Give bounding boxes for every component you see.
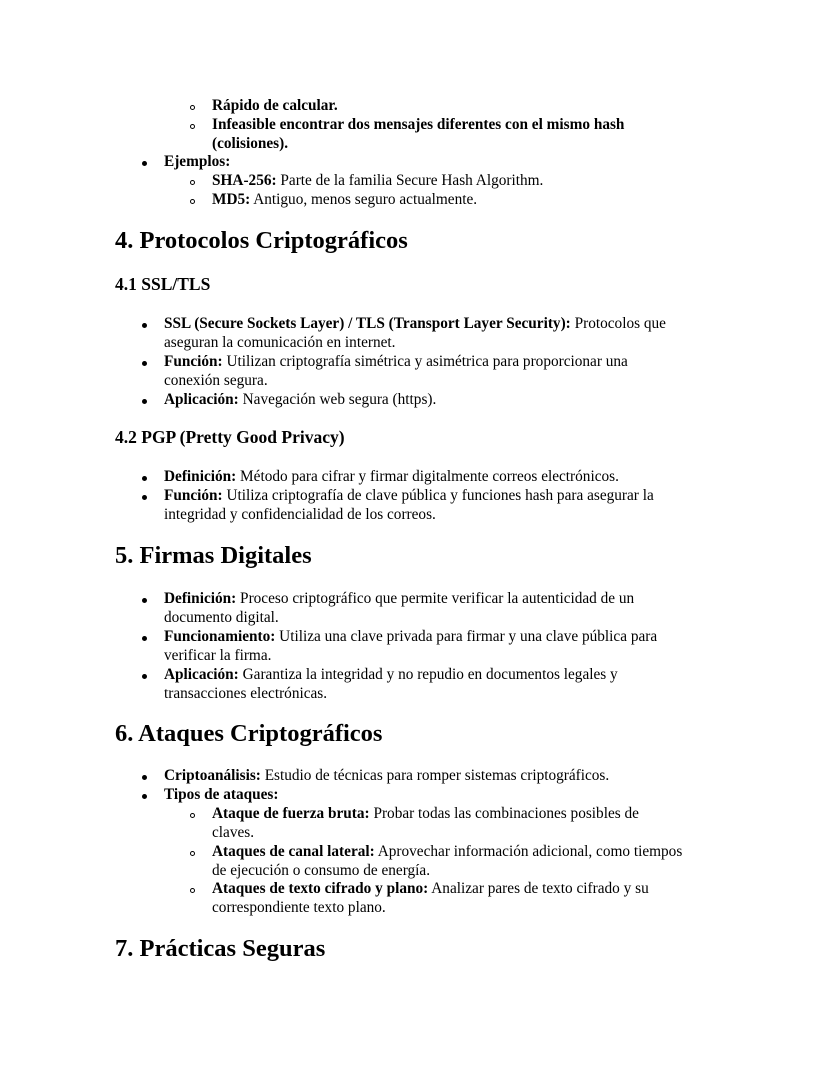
term: MD5:	[212, 191, 251, 208]
description: Aprovechar información adicional, como tiempos	[374, 843, 683, 860]
term: SSL (Secure Sockets Layer) / TLS (Transport Layer Security):	[164, 315, 571, 332]
description: Probar todas las combinaciones posibles de	[369, 805, 639, 822]
circle-bullet-icon	[190, 105, 195, 110]
list-item	[164, 665, 618, 684]
list-item	[212, 804, 639, 823]
term: Función:	[164, 487, 223, 504]
description: Método para cifrar y firmar digitalmente correos electrónicos.	[236, 468, 619, 485]
list-item: Ejemplos:	[164, 153, 231, 170]
term: Definición:	[164, 468, 237, 485]
list-item	[164, 352, 628, 371]
list-item-continuation: claves.	[212, 824, 255, 841]
circle-bullet-icon	[190, 888, 195, 893]
term: Definición:	[164, 590, 237, 607]
bullet-icon	[142, 636, 147, 641]
description: Protocolos que	[570, 315, 666, 332]
list-item	[164, 390, 436, 409]
description: Utiliza una clave privada para firmar y una clave pública para	[275, 628, 658, 645]
circle-bullet-icon	[190, 124, 195, 129]
section-heading: 7. Prácticas Seguras	[115, 935, 326, 962]
term: Aplicación:	[164, 391, 239, 408]
term: Función:	[164, 353, 223, 370]
list-item-continuation: integridad y confidencialidad de los correos.	[164, 506, 436, 523]
description: Parte de la familia Secure Hash Algorithm.	[276, 172, 544, 189]
list-item-continuation: conexión segura.	[164, 372, 268, 389]
circle-bullet-icon	[190, 813, 195, 818]
description: Utilizan criptografía simétrica y asimétrica para proporcionar una	[222, 353, 628, 370]
bullet-icon	[142, 476, 147, 481]
list-item	[164, 589, 634, 608]
subsection-heading: 4.1 SSL/TLS	[115, 274, 211, 294]
term: Ataque de fuerza bruta:	[212, 805, 370, 822]
bullet-icon	[142, 598, 147, 603]
section-heading: 6. Ataques Criptográficos	[115, 720, 383, 747]
description: Proceso criptográfico que permite verificar la autenticidad de un	[236, 590, 635, 607]
description: Garantiza la integridad y no repudio en documentos legales y	[238, 666, 618, 683]
bullet-icon	[142, 399, 147, 404]
list-item-continuation: documento digital.	[164, 609, 279, 626]
list-item: Tipos de ataques:	[164, 786, 279, 803]
section-heading: 5. Firmas Digitales	[115, 542, 312, 569]
description: Antiguo, menos seguro actualmente.	[250, 191, 478, 208]
list-item	[164, 766, 609, 785]
subsection-heading: 4.2 PGP (Pretty Good Privacy)	[115, 427, 345, 447]
circle-bullet-icon	[190, 180, 195, 185]
list-item-continuation: aseguran la comunicación en internet.	[164, 334, 396, 351]
description: Analizar pares de texto cifrado y su	[428, 880, 649, 897]
bullet-icon	[142, 161, 147, 166]
bullet-icon	[142, 323, 147, 328]
description: Utiliza criptografía de clave pública y funciones hash para asegurar la	[222, 487, 654, 504]
list-item-continuation: verificar la firma.	[164, 647, 272, 664]
list-item	[212, 171, 543, 190]
bullet-icon	[142, 361, 147, 366]
list-item-continuation: correspondiente texto plano.	[212, 899, 386, 916]
term: Ataques de canal lateral:	[212, 843, 375, 860]
list-item	[212, 842, 682, 861]
list-item	[164, 627, 657, 646]
term: Aplicación:	[164, 666, 239, 683]
bullet-icon	[142, 495, 147, 500]
list-item: Rápido de calcular.	[212, 97, 338, 114]
list-item-continuation: transacciones electrónicas.	[164, 685, 328, 702]
list-item: Infeasible encontrar dos mensajes diferentes con el mismo hash	[212, 116, 625, 133]
description: Estudio de técnicas para romper sistemas criptográficos.	[260, 767, 610, 784]
bullet-icon	[142, 674, 147, 679]
list-item-continuation: (colisiones).	[212, 135, 289, 152]
list-item-continuation: de ejecución o consumo de energía.	[212, 862, 431, 879]
bullet-icon	[142, 794, 147, 799]
term: Ataques de texto cifrado y plano:	[212, 880, 429, 897]
term: Funcionamiento:	[164, 628, 276, 645]
list-item	[212, 190, 477, 209]
list-item	[164, 486, 654, 505]
section-heading: 4. Protocolos Criptográficos	[115, 227, 408, 254]
circle-bullet-icon	[190, 851, 195, 856]
list-item	[164, 467, 619, 486]
term: SHA-256:	[212, 172, 277, 189]
bullet-icon	[142, 775, 147, 780]
term: Criptoanálisis:	[164, 767, 261, 784]
list-item	[212, 879, 649, 898]
description: Navegación web segura (https).	[238, 391, 437, 408]
circle-bullet-icon	[190, 199, 195, 204]
list-item	[164, 314, 666, 333]
